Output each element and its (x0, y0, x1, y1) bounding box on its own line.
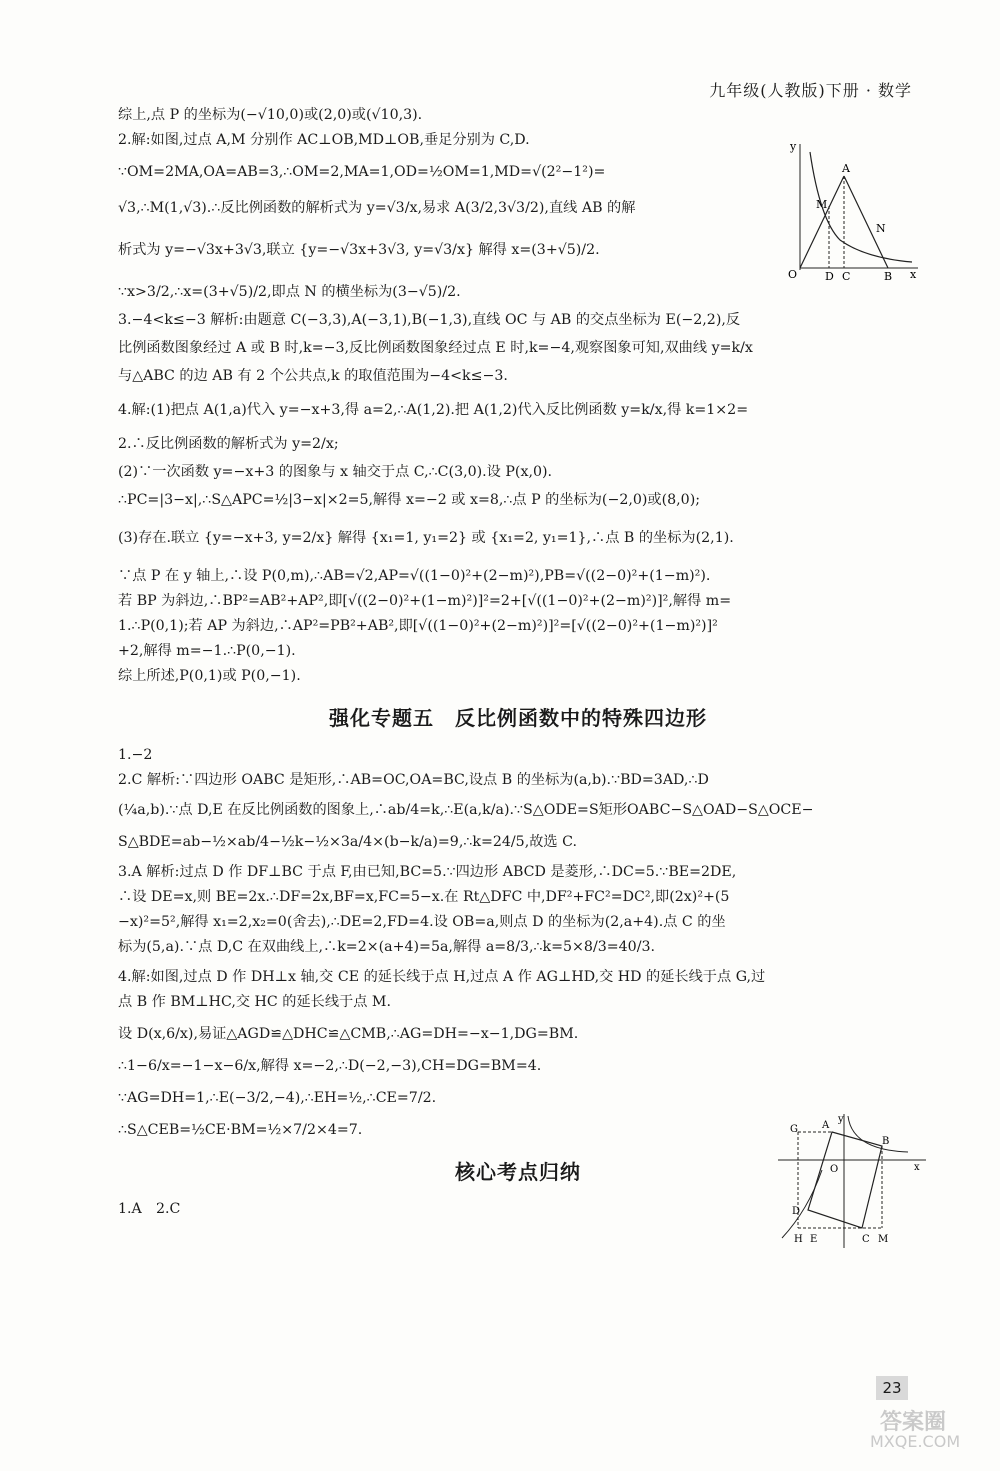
text-line: 1.A 2.C (118, 1201, 181, 1217)
text-line: ∴PC=|3−x|,∴S△APC=½|3−x|×2=5,解得 x=−2 或 x=8,∴点 P 的坐标为(−2,0)或(8,0); (118, 492, 701, 508)
text-line: ∴设 DE=x,则 BE=2x.∴DF=2x,BF=x,FC=5−x.在 Rt△DFC 中,DF²+FC²=DC²,即(2x)²+(5 (118, 889, 730, 905)
fig2-label: O (830, 1164, 839, 1175)
text-line: ∵点 P 在 y 轴上,∴设 P(0,m),∴AB=√2,AP=√((1−0)²+(2−m)²),PB=√((2−0)²+(1−m)²). (118, 568, 711, 584)
text-line: 综上所述,P(0,1)或 P(0,−1). (118, 668, 301, 684)
watermark-logo: 答案圈 (880, 1410, 947, 1435)
text-line: 若 BP 为斜边,∴BP²=AB²+AP²,即[√((2−0)²+(1−m)²)]²=2+[√((1−0)²+(2−m)²)]²,解得 m= (118, 593, 732, 609)
fig2-label: E (810, 1234, 818, 1245)
fig2-label: G (790, 1124, 798, 1135)
text-line: +2,解得 m=−1.∴P(0,−1). (118, 643, 296, 659)
text-line: √3,∴M(1,√3).∴反比例函数的解析式为 y=√3/x,易求 A(3/2,3√3/2),直线 AB 的解 (118, 200, 636, 216)
text-line: −x)²=5²,解得 x₁=2,x₂=0(舍去),∴DE=2,FD=4.设 OB=a,则点 D 的坐标为(2,a+4).点 C 的坐 (118, 914, 726, 930)
fig1-label: O (788, 268, 798, 280)
text-line: ∴1−6/x=−1−x−6/x,解得 x=−2,∴D(−2,−3),CH=DG=BM=4. (118, 1058, 542, 1074)
text-line: (¼a,b).∵点 D,E 在反比例函数的图象上,∴ab/4=k,∴E(a,k/a).∵S△ODE=S矩形OABC−S△OAD−S△OCE− (118, 802, 814, 818)
text-line: ∴S△CEB=½CE·BM=½×7/2×4=7. (118, 1122, 363, 1138)
fig2-label: A (822, 1120, 830, 1131)
text-line: 析式为 y=−√3x+3√3,联立 {y=−√3x+3√3, y=√3/x} 解得 x=(3+√5)/2. (118, 242, 600, 258)
fig2-label: H (794, 1234, 803, 1245)
text-line: ∵OM=2MA,OA=AB=3,∴OM=2,MA=1,OD=½OM=1,MD=√(2²−1²)= (118, 164, 606, 180)
text-line: ∵x>3/2,∴x=(3+√5)/2,即点 N 的横坐标为(3−√5)/2. (118, 284, 461, 300)
fig1-label: y (790, 140, 797, 153)
text-line: ∵AG=DH=1,∴E(−3/2,−4),∴EH=½,∴CE=7/2. (118, 1090, 437, 1106)
fig2-label: y (838, 1114, 844, 1125)
watermark-url: MXQE.COM (870, 1432, 961, 1451)
text-line: 1.−2 (118, 747, 153, 763)
fig1-label: D (825, 270, 834, 280)
fig1-label: B (884, 270, 893, 280)
text-line: 3.−4<k≤−3 解析:由题意 C(−3,3),A(−3,1),B(−1,3),直线 OC 与 AB 的交点坐标为 E(−2,2),反 (118, 312, 741, 328)
text-line: 4.解:(1)把点 A(1,a)代入 y=−x+3,得 a=2,∴A(1,2).把 A(1,2)代入反比例函数 y=k/x,得 k=1×2= (118, 402, 749, 418)
fig2-label: x (914, 1162, 920, 1173)
solution-block-2 (118, 309, 918, 687)
text-line: 2.解:如图,过点 A,M 分别作 AC⊥OB,MD⊥OB,垂足分别为 C,D. (118, 132, 530, 148)
text-line: 点 B 作 BM⊥HC,交 HC 的延长线于点 M. (118, 994, 391, 1010)
text-line: 2.∴反比例函数的解析式为 y=2/x; (118, 436, 339, 452)
fig2-label: M (878, 1234, 889, 1245)
fig1-label: N (876, 222, 886, 235)
solution-block-3 (118, 744, 918, 1141)
section-title: 核心考点归纳 (455, 1160, 581, 1184)
text-line: 4.解:如图,过点 D 作 DH⊥x 轴,交 CE 的延长线于点 H,过点 A 作 AG⊥HD,交 HD 的延长线于点 G,过 (118, 969, 766, 985)
text-line: (2)∵一次函数 y=−x+3 的图象与 x 轴交于点 C,∴C(3,0).设 P(x,0). (118, 464, 553, 480)
fig2-label: C (862, 1234, 870, 1245)
text-line: 3.A 解析:过点 D 作 DF⊥BC 于点 F,由已知,BC=5.∵四边形 ABCD 是菱形,∴DC=5.∵BE=2DE, (118, 864, 737, 880)
fig1-label: A (842, 162, 850, 175)
text-line: 与△ABC 的边 AB 有 2 个公共点,k 的取值范围为−4<k≤−3. (118, 368, 508, 384)
fig1-label: x (910, 268, 917, 280)
text-line: (3)存在.联立 {y=−x+3, y=2/x} 解得 {x₁=1, y₁=2} 或 {x₁=2, y₁=1},∴点 B 的坐标为(2,1). (118, 530, 734, 546)
fig2-label: D (792, 1206, 801, 1217)
fig2-label: B (882, 1136, 890, 1147)
fig1-label: M (816, 198, 828, 211)
solution-block-1 (118, 104, 778, 303)
answer-content (118, 104, 918, 1223)
text-line: 标为(5,a).∵点 D,C 在双曲线上,∴k=2×(a+4)=5a,解得 a=8/3,∴k=5×8/3=40/3. (118, 939, 656, 955)
page-number: 23 (876, 1376, 908, 1400)
text-line: 综上,点 P 的坐标为(−√10,0)或(2,0)或(√10,3). (118, 107, 423, 123)
page-header: 九年级(人教版)下册 · 数学 (709, 81, 912, 100)
text-line: S△BDE=ab−½×ab/4−½k−½×3a/4×(b−k/a)=9,∴k=24/5,故选 C. (118, 834, 577, 850)
text-line: 设 D(x,6/x),易证△AGD≌△DHC≌△CMB,∴AG=DH=−x−1,DG=BM. (118, 1026, 579, 1042)
section-title: 强化专题五 反比例函数中的特殊四边形 (329, 706, 707, 730)
text-line: 2.C 解析:∵四边形 OABC 是矩形,∴AB=OC,OA=BC,设点 B 的坐标为(a,b).∵BD=3AD,∴D (118, 772, 709, 788)
text-line: 比例函数图象经过 A 或 B 时,k=−3,反比例函数图象经过点 E 时,k=−4,观察图象可知,双曲线 y=k/x (118, 340, 753, 356)
fig1-label: C (842, 270, 851, 280)
text-line: 1.∴P(0,1);若 AP 为斜边,∴AP²=PB²+AB²,即[√((1−0)²+(2−m)²)]²=[√((2−0)²+(1−m)²)]² (118, 618, 718, 634)
